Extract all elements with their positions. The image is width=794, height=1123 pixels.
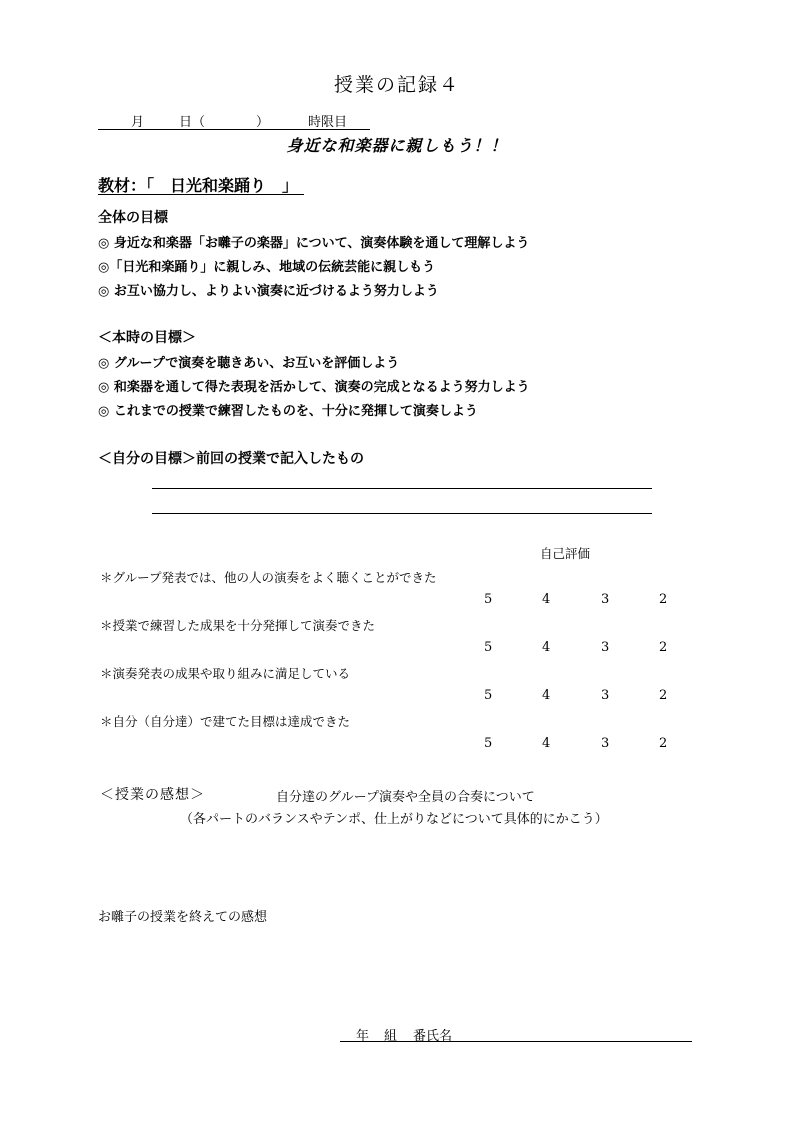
eval-item-text: ＊授業で練習した成果を十分発揮して演奏できた xyxy=(100,618,376,633)
overall-goal-item: ◎ お互い協力し、よりよい演奏に近づけるよう努力しよう xyxy=(98,284,439,299)
teaching-material: 教材：「 日光和楽踊り 」 xyxy=(98,173,304,195)
score-option[interactable]: 3 xyxy=(601,688,610,703)
score-option[interactable]: 3 xyxy=(601,736,610,751)
lesson-goal-item: ◎ グループで演奏を聴きあい、お互いを評価しよう xyxy=(98,356,400,371)
score-option[interactable]: 5 xyxy=(484,688,493,703)
score-option[interactable]: 5 xyxy=(484,592,493,607)
score-option[interactable]: 4 xyxy=(542,736,551,751)
eval-item-text: ＊演奏発表の成果や取り組みに満足している xyxy=(100,666,351,681)
impressions-prompt: 自分達のグループ演奏や全員の合奏について xyxy=(276,790,535,805)
class-label: 組 xyxy=(384,1029,398,1044)
impressions-heading: ＜授業の感想＞ xyxy=(100,787,205,803)
score-option[interactable]: 4 xyxy=(542,688,551,703)
score-option[interactable]: 2 xyxy=(659,592,668,607)
score-option[interactable]: 4 xyxy=(542,592,551,607)
score-option[interactable]: 5 xyxy=(484,640,493,655)
score-option[interactable]: 2 xyxy=(659,688,668,703)
own-goal-heading: ＜自分の目標＞前回の授業で記入したもの xyxy=(98,451,364,467)
ohayashi-impressions-label: お囃子の授業を終えての感想 xyxy=(98,910,268,925)
lesson-theme: 身近な和楽器に親しもう！！ xyxy=(286,136,508,155)
self-eval-heading: 自己評価 xyxy=(540,546,591,561)
score-option[interactable]: 4 xyxy=(542,640,551,655)
page-title: 授業の記録４ xyxy=(333,74,460,96)
own-goal-line[interactable] xyxy=(152,488,652,489)
own-goal-line[interactable] xyxy=(152,513,652,514)
period-label: 時限目 xyxy=(308,115,348,130)
month-label: 月 xyxy=(131,115,145,130)
name-label: 番氏名 xyxy=(413,1029,453,1044)
overall-goal-item: ◎「日光和楽踊り」に親しみ、地域の伝統芸能に親しもう xyxy=(98,260,436,275)
overall-goals-heading: 全体の目標 xyxy=(98,210,168,226)
impressions-sub: （各パートのバランスやテンポ、仕上がりなどについて具体的にかこう） xyxy=(180,812,608,827)
score-option[interactable]: 5 xyxy=(484,736,493,751)
day-label: 日（ xyxy=(179,115,206,130)
score-option[interactable]: 2 xyxy=(659,640,668,655)
eval-item-text: ＊グループ発表では、他の人の演奏をよく聴くことができた xyxy=(100,570,437,585)
lesson-goals-heading: ＜本時の目標＞ xyxy=(98,330,196,346)
overall-goal-item: ◎ 身近な和楽器「お囃子の楽器」について、演奏体験を通して理解しよう xyxy=(98,236,530,251)
lesson-goal-item: ◎ これまでの授業で練習したものを、十分に発揮して演奏しよう xyxy=(98,404,478,419)
score-option[interactable]: 3 xyxy=(601,592,610,607)
lesson-goal-item: ◎ 和楽器を通して得た表現を活かして、演奏の完成となるよう努力しよう xyxy=(98,380,530,395)
name-line[interactable] xyxy=(340,1041,692,1042)
eval-item-text: ＊自分（自分達）で建てた目標は達成できた xyxy=(100,714,351,729)
grade-label: 年 xyxy=(356,1029,370,1044)
close-paren: ） xyxy=(256,115,270,130)
score-option[interactable]: 3 xyxy=(601,640,610,655)
date-line xyxy=(98,111,370,130)
score-option[interactable]: 2 xyxy=(659,736,668,751)
